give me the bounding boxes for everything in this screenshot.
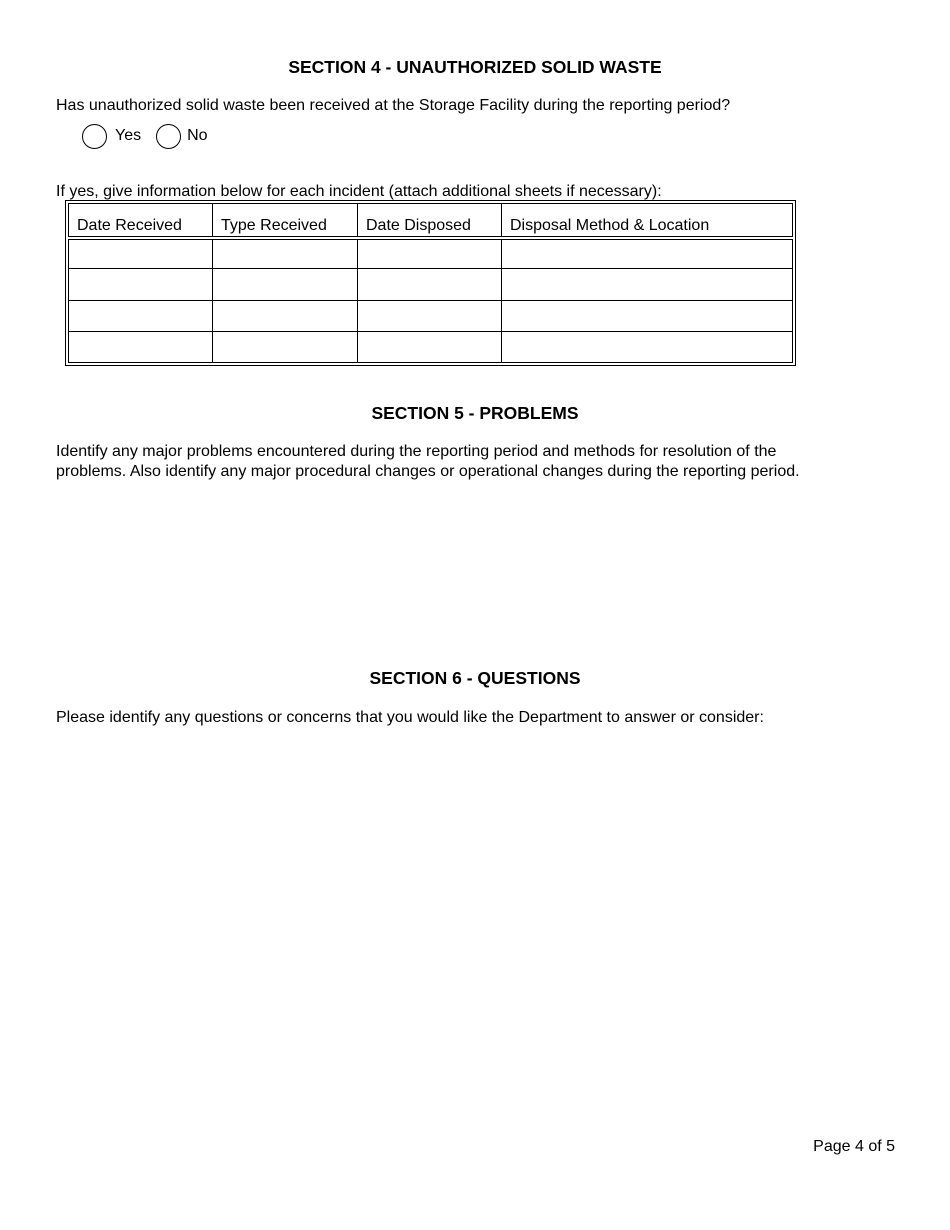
disposal-method-cell[interactable] bbox=[502, 300, 793, 331]
date-received-cell[interactable] bbox=[69, 300, 213, 331]
yes-radio-option[interactable] bbox=[82, 124, 141, 149]
table-row bbox=[69, 269, 793, 300]
disposal-method-cell[interactable] bbox=[502, 269, 793, 300]
column-header-disposal-method-location: Disposal Method & Location bbox=[502, 204, 793, 238]
questions-response-area[interactable] bbox=[56, 736, 896, 1116]
type-received-cell[interactable] bbox=[213, 238, 358, 269]
section-5-heading: SECTION 5 - PROBLEMS bbox=[371, 403, 579, 423]
date-disposed-cell[interactable] bbox=[358, 300, 502, 331]
column-header-date-disposed: Date Disposed bbox=[358, 204, 502, 238]
type-received-cell[interactable] bbox=[213, 300, 358, 331]
page-number: Page 4 of 5 bbox=[813, 1138, 895, 1155]
column-header-date-received: Date Received bbox=[69, 204, 213, 238]
date-received-cell[interactable] bbox=[69, 238, 213, 269]
yes-no-radio-group bbox=[82, 122, 208, 150]
section-6-heading: SECTION 6 - QUESTIONS bbox=[369, 668, 581, 688]
date-received-cell[interactable] bbox=[69, 331, 213, 362]
table-row bbox=[69, 238, 793, 269]
no-radio-label: No bbox=[187, 127, 208, 144]
disposal-method-cell[interactable] bbox=[502, 331, 793, 362]
incident-table-frame bbox=[65, 200, 796, 366]
incident-table bbox=[68, 203, 793, 363]
type-received-cell[interactable] bbox=[213, 331, 358, 362]
yes-radio-button[interactable] bbox=[82, 124, 107, 149]
unauthorized-waste-question: Has unauthorized solid waste been received at the Storage Facility during the reporting period? bbox=[56, 97, 731, 114]
questions-prompt: Please identify any questions or concerns that you would like the Department to answer or consider: bbox=[56, 709, 764, 726]
column-header-type-received: Type Received bbox=[213, 204, 358, 238]
no-radio-button[interactable] bbox=[156, 124, 181, 149]
date-disposed-cell[interactable] bbox=[358, 269, 502, 300]
section-4-heading: SECTION 4 - UNAUTHORIZED SOLID WASTE bbox=[288, 57, 662, 77]
incident-table-header-row bbox=[69, 204, 793, 238]
type-received-cell[interactable] bbox=[213, 269, 358, 300]
date-disposed-cell[interactable] bbox=[358, 238, 502, 269]
table-row bbox=[69, 300, 793, 331]
problems-instructions-line-1: Identify any major problems encountered during the reporting period and methods for resolution of the bbox=[56, 443, 777, 460]
date-disposed-cell[interactable] bbox=[358, 331, 502, 362]
yes-radio-label: Yes bbox=[115, 127, 142, 144]
disposal-method-cell[interactable] bbox=[502, 238, 793, 269]
problems-instructions-line-2: problems. Also identify any major procedural changes or operational changes during the reporting period. bbox=[56, 463, 800, 480]
table-row bbox=[69, 331, 793, 362]
no-radio-option[interactable] bbox=[156, 124, 207, 149]
problems-response-area[interactable] bbox=[56, 490, 896, 650]
incident-instructions: If yes, give information below for each incident (attach additional sheets if necessary): bbox=[56, 183, 662, 200]
date-received-cell[interactable] bbox=[69, 269, 213, 300]
